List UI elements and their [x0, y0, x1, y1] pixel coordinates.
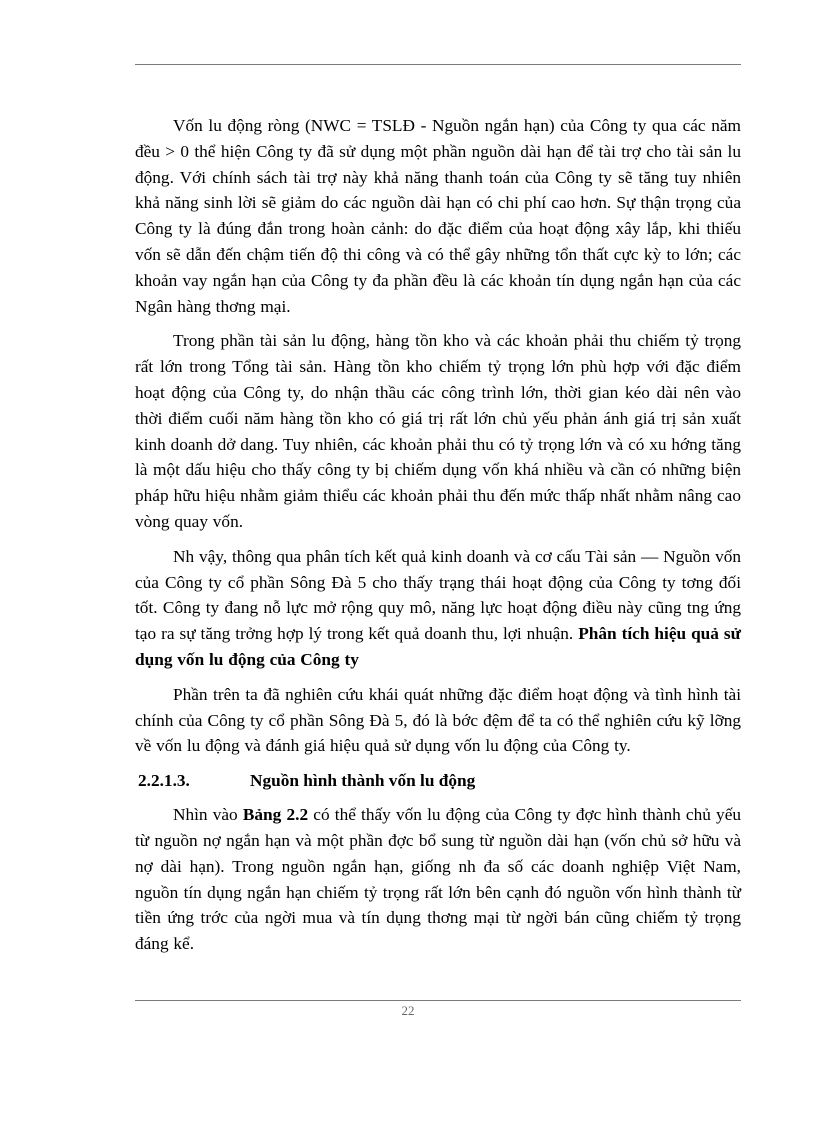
paragraph-introduction: Phần trên ta đã nghiên cứu khái quát những đặc điểm hoạt động và tình hình tài chính của Công ty cổ phần Sông Đà 5, đó là bớc đệm để ta có thể nghiên cứu kỹ lỡng về vốn lu động và đánh giá hiệu quả sử dụng vốn lu động của Công ty. — [135, 684, 741, 756]
paragraph-current-assets: Trong phần tài sản lu động, hàng tồn kho và các khoản phải thu chiếm tỷ trọng rất lớn trong Tổng tài sản. Hàng tồn kho chiếm tỷ trọng lớn phù hợp với đặc điểm hoạt động của Công ty, do nhận thầu các công trình lớn, thời gian kéo dài nên vào thời điểm cuối năm hàng tồn kho có giá trị rất lớn chủ yếu phản ánh giá trị sản xuất kinh doanh dở dang. Tuy nhiên, các khoản phải thu có tỷ trọng lớn và có xu hớng tăng là một dấu hiệu cho thấy công ty bị chiếm dụng vốn khá nhiều và cần có những biện pháp hữu hiệu nhằm giảm thiểu các khoản phải thu đến mức thấp nhất nhằm nâng cao vòng quay vốn. — [135, 331, 741, 531]
table-reference: Bảng 2.2 — [242, 805, 309, 825]
header-rule — [135, 64, 741, 65]
footer-rule — [135, 1000, 741, 1001]
paragraph-capital-sources — [135, 802, 741, 957]
section-heading-title: Nguồn hình thành vốn lu động — [250, 771, 476, 791]
section-title-inline: Phân tích hiệu quả sử dụng vốn lu động của Công ty — [135, 624, 741, 669]
paragraph-summary-text: Nh vậy, thông qua phân tích kết quả kinh doanh và cơ cấu Tài sản — Nguồn vốn của Công ty cổ phần Sông Đà 5 cho thấy trạng thái hoạt động của Công ty tơng đối tốt. Công ty đang nỗ lực mở rộng quy mô, năng lực hoạt động điều này cũng tng ứng tạo ra sự tăng trởng hợp lý trong kết quả doanh thu, lợi nhuận. — [135, 546, 741, 644]
page-number: 22 — [401, 1003, 415, 1018]
section-number: 2.2.1.3. — [138, 771, 190, 791]
paragraph-capital-sources-lead: Nhìn vào — [173, 805, 238, 825]
paragraph-summary — [135, 544, 741, 673]
paragraph-capital-sources-text: có thể thấy vốn lu động của Công ty đợc hình thành chủ yếu từ nguồn nợ ngắn hạn và một phần đợc bổ sung từ nguồn dài hạn (vốn chủ sở hữu và nợ dài hạn). Trong nguồn ngắn hạn, giống nh đa số các doanh nghiệp Việt Nam, nguồn tín dụng ngắn hạn chiếm tỷ trọng rất lớn bên cạnh đó nguồn vốn hình thành từ tiền ứng trớc của ngời mua và tín dụng thơng mại từ ngời bán cũng chiếm tỷ trọng đáng kể. — [135, 805, 742, 954]
body-text — [135, 113, 741, 966]
paragraph-net-working-capital: Vốn lu động ròng (NWC = TSLĐ - Nguồn ngắn hạn) của Công ty qua các năm đều > 0 thể hiện Công ty đã sử dụng một phần nguồn dài hạn để tài trợ cho tài sản lu động. Với chính sách tài trợ này khả năng thanh toán của Công ty sẽ tăng tuy nhiên khả năng sinh lời sẽ giảm do các nguồn dài hạn có chi phí cao hơn. Sự thận trọng của Công ty là đúng đắn trong hoàn cảnh: do đặc điểm của hoạt động xây lắp, khi thiếu vốn sẽ dẫn đến chậm tiến độ thi công và có thể gây những tổn thất cực kỳ to lớn; các khoản vay ngắn hạn của Công ty đa phần đều là các khoản tín dụng ngắn hạn của các Ngân hàng thơng mại. — [135, 116, 741, 316]
section-heading — [135, 768, 741, 794]
